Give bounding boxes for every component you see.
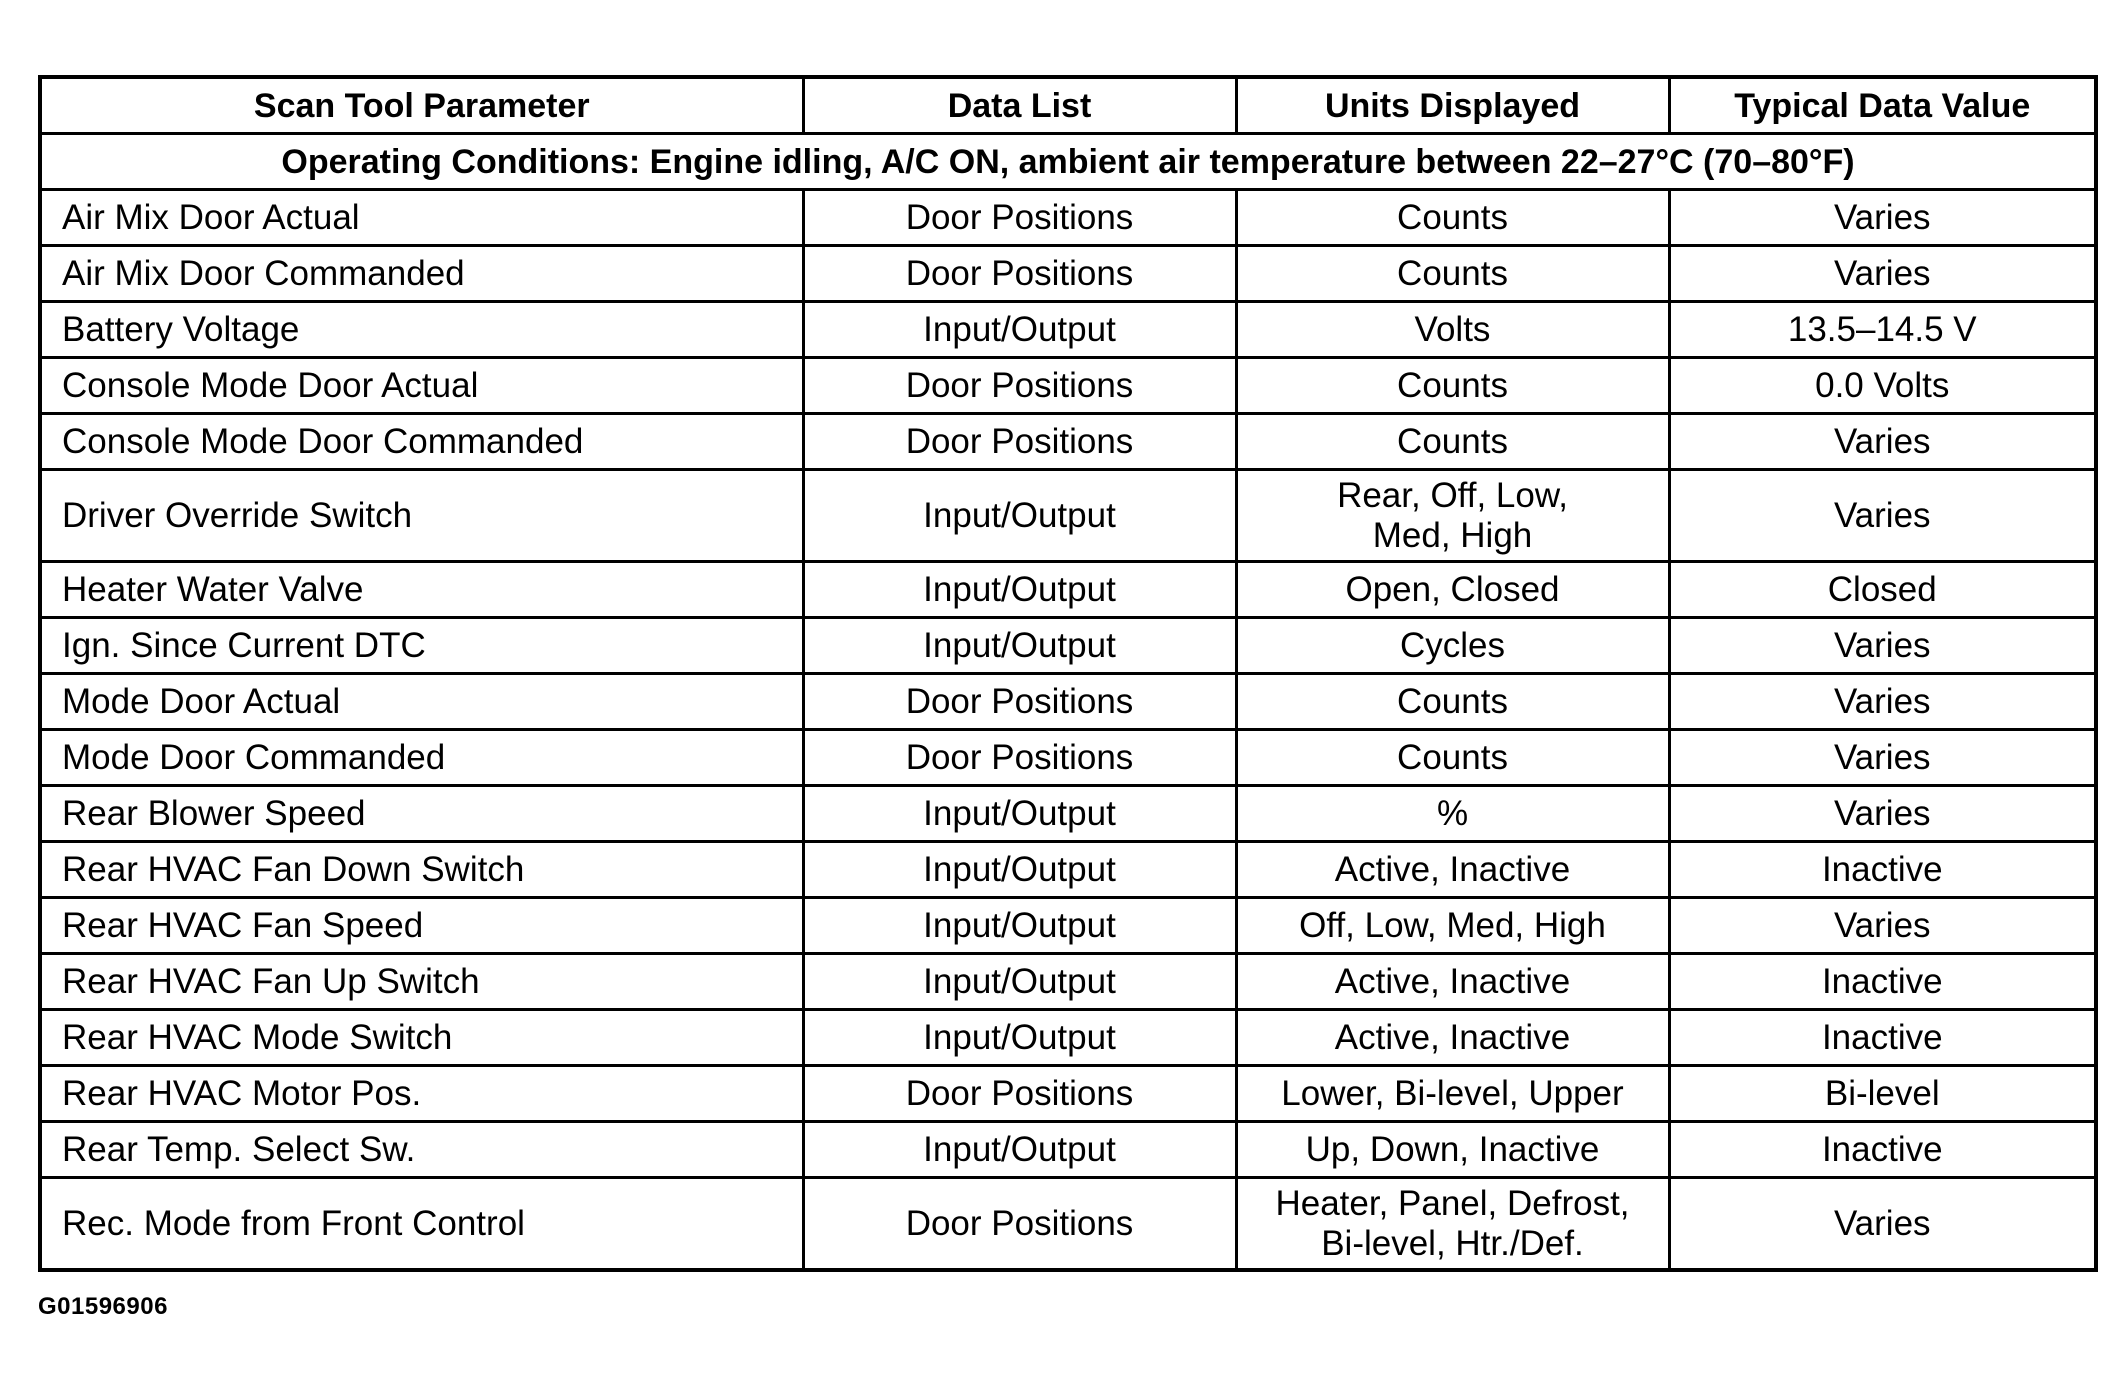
table-row (40, 1066, 2096, 1122)
data-list-cell: Input/Output (803, 1010, 1236, 1066)
data-list-cell: Input/Output (803, 898, 1236, 954)
table-row (40, 358, 2096, 414)
units-cell: Counts (1236, 414, 1669, 470)
header-scan-tool-parameter: Scan Tool Parameter (40, 77, 803, 134)
typical-value-cell: Inactive (1669, 1122, 2096, 1178)
units-cell: Active, Inactive (1236, 1010, 1669, 1066)
scan-tool-data-table-container (38, 75, 2094, 1272)
data-list-cell: Input/Output (803, 842, 1236, 898)
parameter-cell: Rear HVAC Motor Pos. (40, 1066, 803, 1122)
data-list-cell: Door Positions (803, 414, 1236, 470)
data-list-cell: Door Positions (803, 1066, 1236, 1122)
data-list-cell: Door Positions (803, 190, 1236, 246)
units-cell: Counts (1236, 730, 1669, 786)
table-row (40, 1010, 2096, 1066)
header-data-list: Data List (803, 77, 1236, 134)
typical-value-cell: Inactive (1669, 842, 2096, 898)
typical-value-cell: Closed (1669, 562, 2096, 618)
parameter-cell: Mode Door Commanded (40, 730, 803, 786)
typical-value-cell: Varies (1669, 898, 2096, 954)
units-cell: Up, Down, Inactive (1236, 1122, 1669, 1178)
units-cell: Lower, Bi-level, Upper (1236, 1066, 1669, 1122)
table-row (40, 618, 2096, 674)
units-cell: Counts (1236, 674, 1669, 730)
typical-value-cell: 0.0 Volts (1669, 358, 2096, 414)
table-row (40, 414, 2096, 470)
units-cell: Cycles (1236, 618, 1669, 674)
units-line: Rear, Off, Low, (1337, 475, 1568, 515)
typical-value-cell: Inactive (1669, 1010, 2096, 1066)
operating-conditions: Operating Conditions: Engine idling, A/C ON, ambient air temperature between 22–27°C (70–80°F) (40, 134, 2096, 190)
typical-value-cell: Varies (1669, 246, 2096, 302)
units-cell: Open, Closed (1236, 562, 1669, 618)
parameter-cell: Rear Blower Speed (40, 786, 803, 842)
table-header-row (40, 77, 2096, 134)
units-cell (1236, 470, 1669, 562)
data-list-cell: Input/Output (803, 302, 1236, 358)
parameter-cell: Rear HVAC Fan Speed (40, 898, 803, 954)
parameter-cell: Rear Temp. Select Sw. (40, 1122, 803, 1178)
units-cell: Off, Low, Med, High (1236, 898, 1669, 954)
parameter-cell: Driver Override Switch (40, 470, 803, 562)
table-row (40, 954, 2096, 1010)
typical-value-cell: 13.5–14.5 V (1669, 302, 2096, 358)
units-line: Med, High (1372, 515, 1533, 555)
table-row (40, 302, 2096, 358)
units-cell (1236, 1178, 1669, 1271)
typical-value-cell: Bi-level (1669, 1066, 2096, 1122)
parameter-cell: Air Mix Door Commanded (40, 246, 803, 302)
scan-tool-data-table (38, 75, 2098, 1272)
data-list-cell: Input/Output (803, 954, 1236, 1010)
table-row (40, 470, 2096, 562)
units-cell: Counts (1236, 358, 1669, 414)
header-typical-data-value: Typical Data Value (1669, 77, 2096, 134)
parameter-cell: Ign. Since Current DTC (40, 618, 803, 674)
parameter-cell: Battery Voltage (40, 302, 803, 358)
parameter-cell: Console Mode Door Commanded (40, 414, 803, 470)
table-row (40, 190, 2096, 246)
data-list-cell: Input/Output (803, 618, 1236, 674)
table-row (40, 730, 2096, 786)
parameter-cell: Rec. Mode from Front Control (40, 1178, 803, 1271)
table-row (40, 562, 2096, 618)
data-list-cell: Input/Output (803, 1122, 1236, 1178)
typical-value-cell: Varies (1669, 470, 2096, 562)
table-row (40, 842, 2096, 898)
units-cell: Active, Inactive (1236, 954, 1669, 1010)
figure-code: G01596906 (38, 1293, 168, 1320)
data-list-cell: Input/Output (803, 562, 1236, 618)
parameter-cell: Mode Door Actual (40, 674, 803, 730)
parameter-cell: Rear HVAC Mode Switch (40, 1010, 803, 1066)
table-row (40, 1178, 2096, 1271)
typical-value-cell: Inactive (1669, 954, 2096, 1010)
parameter-cell: Heater Water Valve (40, 562, 803, 618)
units-cell: Counts (1236, 246, 1669, 302)
units-line: Bi-level, Htr./Def. (1321, 1223, 1584, 1263)
data-list-cell: Door Positions (803, 1178, 1236, 1271)
data-list-cell: Input/Output (803, 786, 1236, 842)
typical-value-cell: Varies (1669, 618, 2096, 674)
units-line: Heater, Panel, Defrost, (1275, 1183, 1630, 1223)
table-row (40, 1122, 2096, 1178)
data-list-cell: Door Positions (803, 674, 1236, 730)
data-list-cell: Door Positions (803, 358, 1236, 414)
units-cell: Counts (1236, 190, 1669, 246)
parameter-cell: Console Mode Door Actual (40, 358, 803, 414)
typical-value-cell: Varies (1669, 190, 2096, 246)
table-row (40, 786, 2096, 842)
typical-value-cell: Varies (1669, 730, 2096, 786)
typical-value-cell: Varies (1669, 1178, 2096, 1271)
data-list-cell: Door Positions (803, 246, 1236, 302)
table-row (40, 674, 2096, 730)
operating-conditions-row (40, 134, 2096, 190)
units-cell: % (1236, 786, 1669, 842)
parameter-cell: Rear HVAC Fan Up Switch (40, 954, 803, 1010)
table-row (40, 246, 2096, 302)
typical-value-cell: Varies (1669, 786, 2096, 842)
typical-value-cell: Varies (1669, 414, 2096, 470)
units-cell: Volts (1236, 302, 1669, 358)
data-list-cell: Input/Output (803, 470, 1236, 562)
header-units-displayed: Units Displayed (1236, 77, 1669, 134)
table-row (40, 898, 2096, 954)
typical-value-cell: Varies (1669, 674, 2096, 730)
parameter-cell: Air Mix Door Actual (40, 190, 803, 246)
parameter-cell: Rear HVAC Fan Down Switch (40, 842, 803, 898)
units-cell: Active, Inactive (1236, 842, 1669, 898)
data-list-cell: Door Positions (803, 730, 1236, 786)
